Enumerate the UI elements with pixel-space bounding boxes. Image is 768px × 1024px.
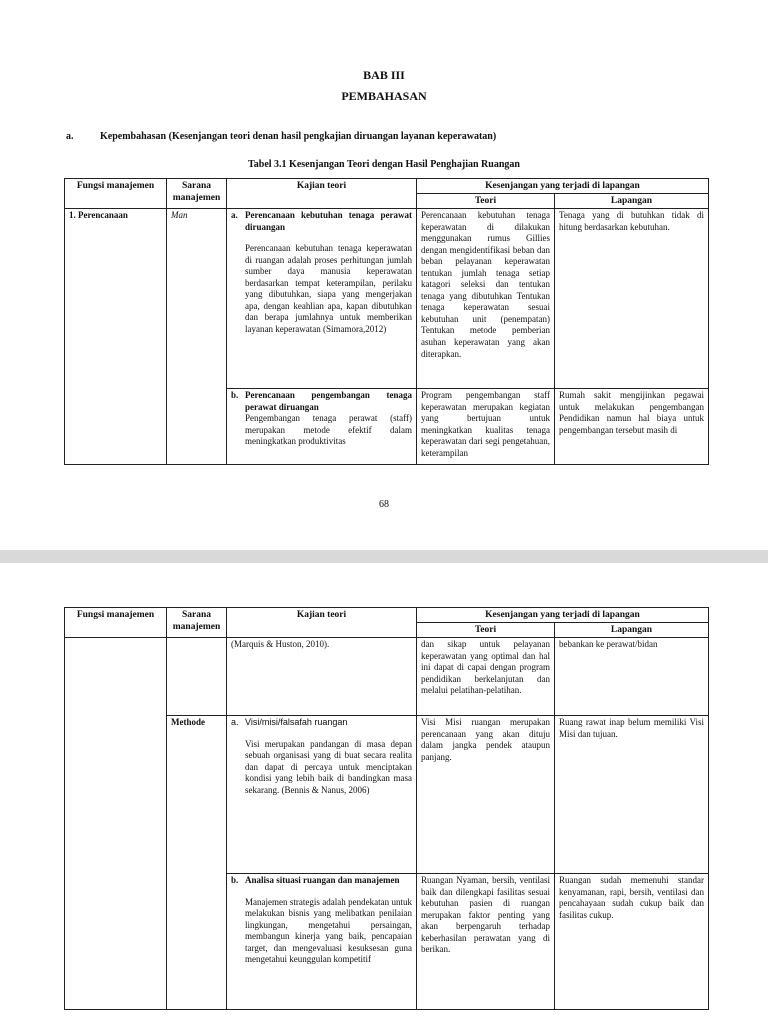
section-title: Kepembahasan (Kesenjangan teori denan hasil pengkajian diruangan layanan keperawatan): [100, 131, 497, 142]
teori-cell: Perencanaan kebutuhan tenaga keperawatan di dilakukan menggunakan rumus Gillies dengan mengidentifikasi beban dan beban pelayanan keperawatan tentukan jumlah tenaga setiap katagori seleksi dan tentukan tenaga yang dibutuhkan Tentukan tenaga keperawatan sesuai kebutuhan unit (penempatan) Tentukan metode pemberian asuhan keperawatan yang akan diterapkan.: [417, 209, 555, 389]
header-kesenjangan: Kesenjangan yang terjadi di lapangan: [417, 179, 709, 194]
section-label: a.: [66, 131, 74, 142]
header-kajian: Kajian teori: [227, 608, 417, 638]
teori-cell: Visi Misi ruangan merupakan perencanaan yang akan dituju dalam jangka pendek ataupun panjang.: [417, 716, 555, 874]
item-description: Pengembangan tenaga perawat (staff) merupakan metode efektif dalam meningkatkan produktivitas: [245, 413, 412, 447]
item-heading: Analisa situasi ruangan dan manajemen: [245, 875, 400, 886]
sarana-cell: Man: [167, 209, 227, 465]
item-marker: a.: [231, 210, 238, 221]
header-sarana: Sarana manajemen: [167, 608, 227, 638]
item-marker: b.: [231, 390, 239, 401]
page-number: 68: [379, 499, 389, 510]
header-teori: Teori: [417, 623, 555, 638]
item-description: Perencanaan kebutuhan tenaga keperawatan di ruangan adalah proses perhitungan jumlah sumber daya manusia keperawatan berdasarkan tempat keterampilan, perilaku yang dibutuhkan, siapa yang mengerjakan apa, dengan keahlian apa, kapan dibutuhkan dan berapa jumlahnya untuk memberikan layanan keperawatan (Simamora,2012): [245, 243, 412, 334]
table-caption: Tabel 3.1 Kesenjangan Teori dengan Hasil Penghajian Ruangan: [248, 159, 520, 170]
header-fungsi: Fungsi manajemen: [65, 179, 167, 209]
gap-analysis-table-2: [64, 607, 709, 1010]
teori-cell: Program pengembangan staff keperawatan merupakan kegiatan yang bertujuan untuk meningkatkan kualitas tenaga keperawatan dari segi pengetahuan, keterampilan: [417, 389, 555, 465]
item-marker: a.: [231, 717, 239, 728]
item-heading: Perencanaan pengembangan tenaga perawat diruangan: [245, 390, 412, 412]
item-marker: b.: [231, 875, 239, 886]
teori-cell: dan sikap untuk pelayanan keperawatan yang optimal dan hal ini dapat di capai dengan program pendidikan berkelanjutan dan melalui pelatihan-pelatihan.: [417, 638, 555, 716]
item-description: Manajemen strategis adalah pendekatan untuk melakukan bisnis yang melibatkan penilaian lingkungan, mengetahui persaingan, membangun kinerja yang baik, pencapaian target, dan mengevaluasi kesuksesan guna mengetahui keunggulan kompetitif: [245, 896, 412, 965]
sarana-cell: Methode: [167, 716, 227, 1010]
kajian-cell: [227, 389, 417, 465]
fungsi-cell: [65, 638, 167, 1010]
header-fungsi: Fungsi manajemen: [65, 608, 167, 638]
header-teori: Teori: [417, 194, 555, 209]
header-sarana: Sarana manajemen: [167, 179, 227, 209]
sarana-cell: [167, 638, 227, 716]
item-heading: Perencanaan kebutuhan tenaga perawat diruangan: [245, 210, 412, 232]
lapangan-cell: Tenaga yang di butuhkan tidak di hitung berdasarkan kebutuhan.: [555, 209, 709, 389]
lapangan-cell: Ruangan sudah memenuhi standar kenyamanan, rapi, bersih, ventilasi dan pencahayaan sudah cukup baik dan fasilitas cukup.: [555, 874, 709, 1010]
kajian-cell: [227, 874, 417, 1010]
gap-analysis-table-1: [64, 178, 709, 465]
kajian-cell: [227, 209, 417, 389]
fungsi-cell: 1. Perencanaan: [65, 209, 167, 465]
lapangan-cell: Rumah sakit mengijinkan pegawai untuk melakukan pengembangan Pendidikan namun hal biaya untuk pengembangan tersebut masih di: [555, 389, 709, 465]
chapter-heading: BAB III: [363, 68, 405, 82]
item-description: Visi merupakan pandangan di masa depan sebuah organisasi yang di buat secara realita dan dapat di percaya untuk menciptakan kondisi yang lebih baik di bandingkan masa sekarang. (Bennis & Nanus, 2006): [245, 738, 412, 795]
lapangan-cell: Ruang rawat inap belum memiliki Visi Misi dan tujuan.: [555, 716, 709, 874]
header-kesenjangan: Kesenjangan yang terjadi di lapangan: [417, 608, 709, 623]
kajian-cell: (Marquis & Huston, 2010).: [227, 638, 417, 716]
document-page-2: [0, 563, 768, 1024]
header-lapangan: Lapangan: [555, 623, 709, 638]
header-kajian: Kajian teori: [227, 179, 417, 209]
header-lapangan: Lapangan: [555, 194, 709, 209]
item-heading: Visi/misi/falsafah ruangan: [245, 717, 348, 728]
chapter-title: PEMBAHASAN: [341, 89, 427, 103]
section-heading: [66, 131, 496, 142]
kajian-cell: [227, 716, 417, 874]
table-row: [65, 209, 709, 389]
teori-cell: Ruangan Nyaman, bersih, ventilasi baik dan dilengkapi fasilitas sesuai kebutuhan pasien di ruangan merupakan faktor penting yang akan berpengaruh terhadap keberhasilan perawatan yang di berikan.: [417, 874, 555, 1010]
lapangan-cell: bebankan ke perawat/bidan: [555, 638, 709, 716]
table-row: [65, 638, 709, 716]
